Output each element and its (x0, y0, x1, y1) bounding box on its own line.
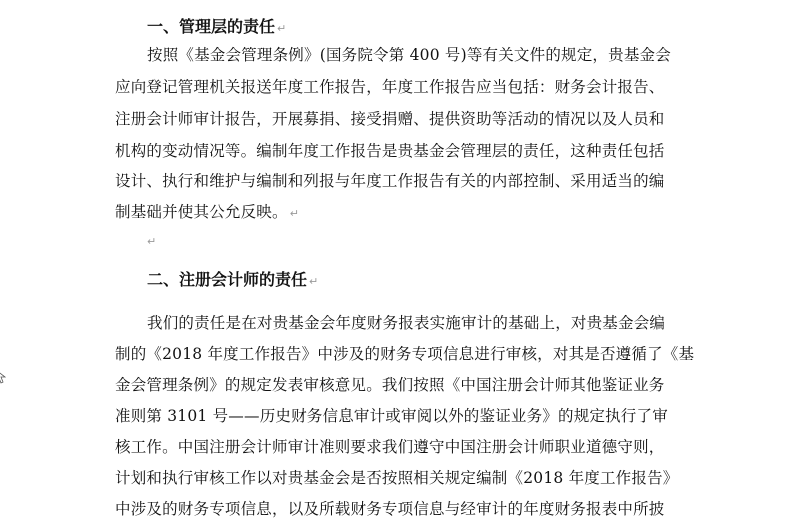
paragraph-line: 我们的责任是在对贵基金会年度财务报表实施审计的基础上，对贵基金会编 (147, 314, 666, 332)
section-heading-auditor (147, 270, 318, 292)
paragraph-line: 中涉及的财务专项信息，以及所载财务专项信息与经审计的年度财务报表中所披 (115, 500, 665, 518)
section-heading-text: 一、管理层的责任 (147, 17, 276, 36)
paragraph-line (115, 202, 725, 224)
paragraph-line: 注册会计师审计报告，开展募捐、接受捐赠、提供资助等活动的情况以及人员和 (115, 110, 665, 128)
paragraph-line-text: 制基础并使其公允反映。 (115, 203, 288, 221)
paragraph-line: 制的《2018 年度工作报告》中涉及的财务专项信息进行审核，对其是否遵循了《基 (115, 345, 695, 363)
paragraph-line: 应向登记管理机关报送年度工作报告，年度工作报告应当包括：财务会计报告、 (115, 78, 665, 96)
paragraph-line: 机构的变动情况等。编制年度工作报告是贵基金会管理层的责任，这种责任包括 (115, 142, 665, 160)
paragraph-line: 按照《基金会管理条例》(国务院令第 400 号)等有关文件的规定，贵基金会 (147, 46, 671, 64)
mouse-cursor-icon (0, 370, 6, 384)
empty-paragraph-mark-icon: ↵ (147, 235, 157, 248)
section-heading-text: 二、注册会计师的责任 (147, 270, 308, 289)
paragraph-line: 准则第 3101 号——历史财务信息审计或审阅以外的鉴证业务》的规定执行了审 (115, 407, 668, 425)
paragraph-mark-icon: ↵ (309, 275, 319, 288)
paragraph-line: 计划和执行审核工作以对贵基金会是否按照相关规定编制《2018 年度工作报告》 (115, 469, 679, 487)
paragraph-mark-icon: ↵ (289, 207, 300, 220)
paragraph-line: 设计、执行和维护与编制和列报与年度工作报告有关的内部控制、采用适当的编 (115, 172, 665, 190)
paragraph-mark-icon: ↵ (277, 22, 287, 35)
section-heading-management (147, 17, 286, 39)
paragraph-line: 核工作。中国注册会计师审计准则要求我们遵守中国注册会计师职业道德守则， (115, 438, 665, 456)
paragraph-line: 金会管理条例》的规定发表审核意见。我们按照《中国注册会计师其他鉴证业务 (115, 376, 665, 394)
